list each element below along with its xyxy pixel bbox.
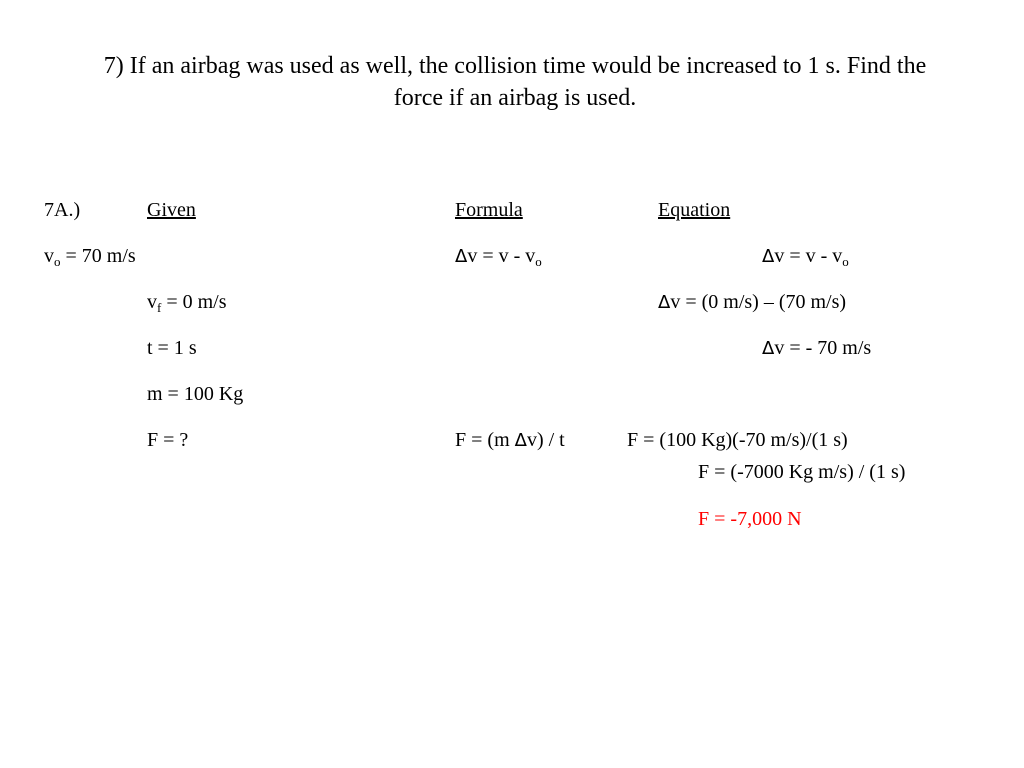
- formula-header: Formula: [455, 199, 523, 221]
- delta-symbol: Δ: [762, 338, 775, 359]
- vo-variable: v: [44, 245, 54, 267]
- equation-header: Equation: [658, 199, 731, 221]
- formula-force-pre: F = (m: [455, 429, 515, 451]
- vo-subscript: o: [54, 254, 61, 269]
- vf-variable: v: [147, 291, 157, 313]
- equation-line-5: F = (-7000 Kg m/s) / (1 s): [698, 461, 906, 483]
- equation-line-1-subscript: o: [842, 254, 849, 269]
- formula-force: [455, 430, 565, 450]
- vf-value: = 0 m/s: [161, 291, 227, 313]
- equation-line-3-text: v = - 70 m/s: [774, 337, 872, 359]
- formula-delta-v-text: v = v - v: [467, 245, 536, 267]
- given-time: t = 1 s: [147, 337, 197, 359]
- given-initial-velocity: [44, 245, 136, 269]
- delta-symbol: Δ: [658, 292, 671, 313]
- equation-line-1: [762, 245, 849, 269]
- given-final-velocity: [147, 291, 227, 315]
- equation-line-1-text: v = v - v: [774, 245, 843, 267]
- delta-symbol: Δ: [455, 246, 468, 267]
- given-header: Given: [147, 199, 196, 221]
- equation-line-2-text: v = (0 m/s) – (70 m/s): [670, 291, 847, 313]
- formula-delta-v-subscript: o: [535, 254, 542, 269]
- given-force: F = ?: [147, 429, 189, 451]
- vo-value: = 70 m/s: [60, 245, 136, 267]
- formula-delta-v: [455, 245, 542, 269]
- problem-label: 7A.): [44, 199, 81, 221]
- equation-line-2: [658, 292, 846, 312]
- vf-subscript: f: [157, 300, 162, 315]
- formula-force-post: v) / t: [526, 429, 565, 451]
- delta-symbol: Δ: [514, 430, 527, 451]
- answer: F = -7,000 N: [698, 508, 802, 530]
- equation-line-3: [762, 338, 871, 358]
- delta-symbol: Δ: [762, 246, 775, 267]
- given-mass: m = 100 Kg: [147, 383, 244, 405]
- problem-title: 7) If an airbag was used as well, the collision time would be increased to 1 s. Find the force if an airbag is used.: [103, 53, 927, 111]
- equation-line-4: F = (100 Kg)(-70 m/s)/(1 s): [627, 429, 848, 451]
